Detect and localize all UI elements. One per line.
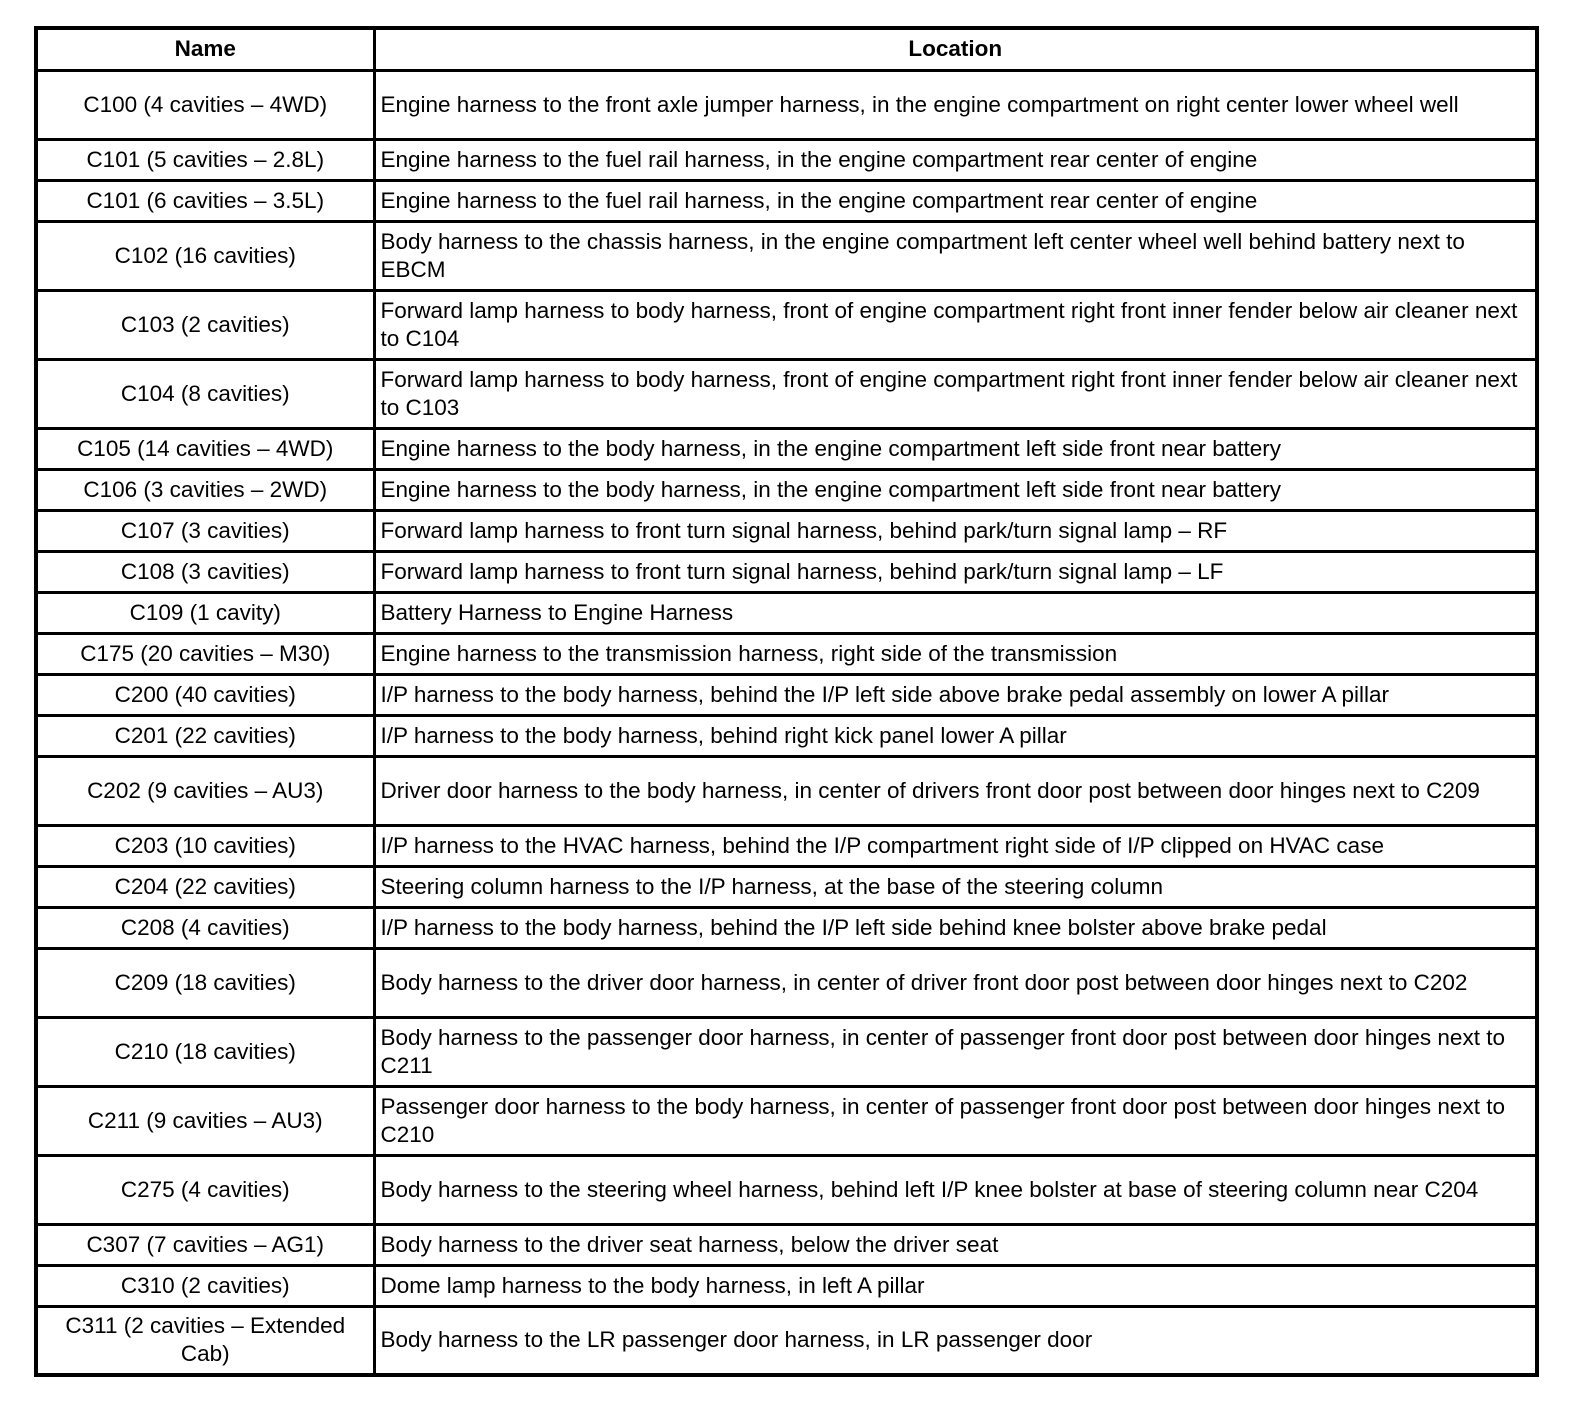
table-row bbox=[36, 715, 1537, 756]
connector-name: C101 (6 cavities – 3.5L) bbox=[36, 180, 374, 221]
connector-name: C102 (16 cavities) bbox=[36, 221, 374, 290]
connector-name: C209 (18 cavities) bbox=[36, 948, 374, 1017]
connector-name: C275 (4 cavities) bbox=[36, 1155, 374, 1224]
table-row bbox=[36, 866, 1537, 907]
table-row bbox=[36, 756, 1537, 825]
connector-location: Engine harness to the transmission harness, right side of the transmission bbox=[374, 633, 1537, 674]
connector-location: Forward lamp harness to front turn signal harness, behind park/turn signal lamp – LF bbox=[374, 551, 1537, 592]
connector-location: Engine harness to the fuel rail harness, in the engine compartment rear center of engine bbox=[374, 180, 1537, 221]
connector-location: Body harness to the driver door harness, in center of driver front door post between door hinges next to C202 bbox=[374, 948, 1537, 1017]
table-row bbox=[36, 221, 1537, 290]
table-row bbox=[36, 359, 1537, 428]
connector-name: C204 (22 cavities) bbox=[36, 866, 374, 907]
table-row bbox=[36, 1265, 1537, 1306]
connector-location: Steering column harness to the I/P harness, at the base of the steering column bbox=[374, 866, 1537, 907]
connector-location: I/P harness to the body harness, behind the I/P left side behind knee bolster above brake pedal bbox=[374, 907, 1537, 948]
header-row bbox=[36, 28, 1537, 70]
table-row bbox=[36, 674, 1537, 715]
connector-name: C310 (2 cavities) bbox=[36, 1265, 374, 1306]
connector-location: Body harness to the steering wheel harness, behind left I/P knee bolster at base of steering column near C204 bbox=[374, 1155, 1537, 1224]
table-row bbox=[36, 551, 1537, 592]
connector-location: Forward lamp harness to body harness, front of engine compartment right front inner fender below air cleaner next to C103 bbox=[374, 359, 1537, 428]
connector-location: Engine harness to the body harness, in the engine compartment left side front near battery bbox=[374, 469, 1537, 510]
connector-name: C175 (20 cavities – M30) bbox=[36, 633, 374, 674]
connector-name: C311 (2 cavities – Extended Cab) bbox=[36, 1306, 374, 1375]
connector-location: Body harness to the driver seat harness, below the driver seat bbox=[374, 1224, 1537, 1265]
connector-location: Passenger door harness to the body harness, in center of passenger front door post between door hinges next to C210 bbox=[374, 1086, 1537, 1155]
table-row bbox=[36, 1017, 1537, 1086]
connector-location: Battery Harness to Engine Harness bbox=[374, 592, 1537, 633]
connector-name: C109 (1 cavity) bbox=[36, 592, 374, 633]
connector-location: I/P harness to the HVAC harness, behind the I/P compartment right side of I/P clipped on HVAC case bbox=[374, 825, 1537, 866]
name-column-header: Name bbox=[36, 28, 374, 70]
table-row bbox=[36, 510, 1537, 551]
connector-name: C208 (4 cavities) bbox=[36, 907, 374, 948]
connector-name: C103 (2 cavities) bbox=[36, 290, 374, 359]
table-row bbox=[36, 633, 1537, 674]
connector-location: Dome lamp harness to the body harness, in left A pillar bbox=[374, 1265, 1537, 1306]
table-row bbox=[36, 1086, 1537, 1155]
connector-name: C105 (14 cavities – 4WD) bbox=[36, 428, 374, 469]
table-row bbox=[36, 428, 1537, 469]
table-row bbox=[36, 907, 1537, 948]
connector-name: C307 (7 cavities – AG1) bbox=[36, 1224, 374, 1265]
table-row bbox=[36, 1155, 1537, 1224]
connector-location: I/P harness to the body harness, behind the I/P left side above brake pedal assembly on lower A pillar bbox=[374, 674, 1537, 715]
connector-name: C100 (4 cavities – 4WD) bbox=[36, 70, 374, 139]
location-column-header: Location bbox=[374, 28, 1537, 70]
connector-name: C107 (3 cavities) bbox=[36, 510, 374, 551]
table-row bbox=[36, 180, 1537, 221]
connector-location: Driver door harness to the body harness, in center of drivers front door post between door hinges next to C209 bbox=[374, 756, 1537, 825]
table-row bbox=[36, 1306, 1537, 1375]
connector-name: C211 (9 cavities – AU3) bbox=[36, 1086, 374, 1155]
table-row bbox=[36, 948, 1537, 1017]
table-row bbox=[36, 592, 1537, 633]
connector-name: C101 (5 cavities – 2.8L) bbox=[36, 139, 374, 180]
connector-location-table bbox=[34, 26, 1539, 1377]
table-row bbox=[36, 1224, 1537, 1265]
table-row bbox=[36, 70, 1537, 139]
table-row bbox=[36, 139, 1537, 180]
connector-location: Body harness to the chassis harness, in the engine compartment left center wheel well behind battery next to EBCM bbox=[374, 221, 1537, 290]
connector-location: Forward lamp harness to front turn signal harness, behind park/turn signal lamp – RF bbox=[374, 510, 1537, 551]
connector-name: C202 (9 cavities – AU3) bbox=[36, 756, 374, 825]
connector-name: C210 (18 cavities) bbox=[36, 1017, 374, 1086]
connector-location: Engine harness to the front axle jumper harness, in the engine compartment on right center lower wheel well bbox=[374, 70, 1537, 139]
connector-location: Body harness to the passenger door harness, in center of passenger front door post between door hinges next to C211 bbox=[374, 1017, 1537, 1086]
table-row bbox=[36, 825, 1537, 866]
connector-location: Engine harness to the body harness, in the engine compartment left side front near battery bbox=[374, 428, 1537, 469]
connector-location: I/P harness to the body harness, behind right kick panel lower A pillar bbox=[374, 715, 1537, 756]
connector-name: C108 (3 cavities) bbox=[36, 551, 374, 592]
table-row bbox=[36, 290, 1537, 359]
connector-location: Body harness to the LR passenger door harness, in LR passenger door bbox=[374, 1306, 1537, 1375]
connector-name: C200 (40 cavities) bbox=[36, 674, 374, 715]
connector-name: C106 (3 cavities – 2WD) bbox=[36, 469, 374, 510]
connector-name: C104 (8 cavities) bbox=[36, 359, 374, 428]
connector-name: C201 (22 cavities) bbox=[36, 715, 374, 756]
table-row bbox=[36, 469, 1537, 510]
connector-location: Forward lamp harness to body harness, front of engine compartment right front inner fender below air cleaner next to C104 bbox=[374, 290, 1537, 359]
connector-name: C203 (10 cavities) bbox=[36, 825, 374, 866]
connector-location: Engine harness to the fuel rail harness, in the engine compartment rear center of engine bbox=[374, 139, 1537, 180]
